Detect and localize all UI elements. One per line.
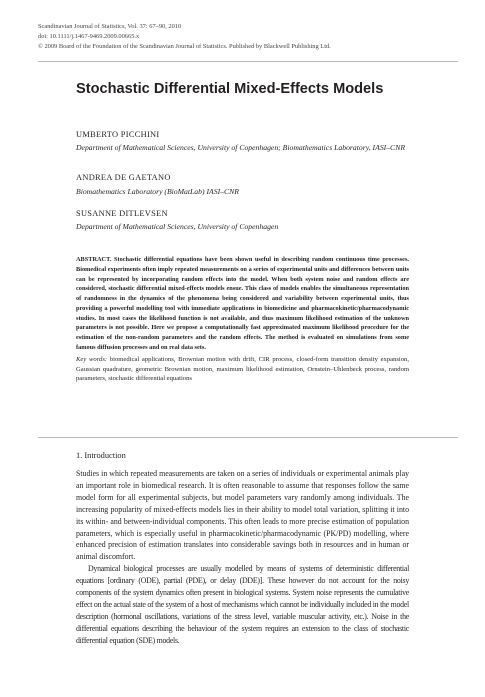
author-affiliation: Department of Mathematical Sciences, University of Copenhagen xyxy=(76,222,279,231)
abstract-text: Stochastic differential equations have been shown useful in describing random continuous time processes. Biomedical experiments often imply repeated measurements on a series of experimental units and differences between units can be represented by incorporating random effects into the model. When both system noise and random effects are considered, stochastic differential mixed-effects models ensue. This class of models enables the simultaneous representation of randomness in the dynamics of the phenomena being considered and variability between experimental units, thus providing a powerful modelling tool with immediate applications in biomedicine and pharmacokinetic/pharmacodynamic studies. In most cases the likelihood function is not available, and thus maximum likelihood estimation of the unknown parameters is not possible. Here we propose a computationally fast approximated maximum likelihood procedure for the estimation of the non-random parameters and the random effects. The method is evaluated on simulations from some famous diffusion processes and on real data sets. xyxy=(76,256,409,351)
abstract xyxy=(76,255,409,353)
keywords xyxy=(76,355,409,384)
section-divider xyxy=(38,437,458,438)
author-name: ANDREA DE GAETANO xyxy=(76,173,171,182)
abstract-label: ABSTRACT. xyxy=(76,256,112,263)
journal-citation: Scandinavian Journal of Statistics, Vol. 37: 67–90, 2010 xyxy=(38,23,182,30)
doi-line: doi: 10.1111/j.1467-9469.2009.00665.x xyxy=(38,33,140,41)
body-text xyxy=(76,468,409,647)
author-name: UMBERTO PICCHINI xyxy=(76,130,160,139)
journal-header xyxy=(38,22,458,53)
body-paragraph: Dynamical biological processes are usually modelled by means of systems of deterministic differential equations [ordinary (ODE), partial (PDE), or delay (DDE)]. These however do not account for the noisy components of the system dynamics often present in biological systems. System noise represents the cumulative effect on the actual state of the system of a host of mechanisms which cannot be individually included in the model description (hormonal oscillations, variations of the stress level, variable muscular activity, etc.). Noise in the differential equations describing the behaviour of the system requires an extension to the class of stochastic differential equation (SDE) models. xyxy=(76,564,409,645)
keywords-text: biomedical applications, Brownian motion with drift, CIR process, closed-form transition density expansion, Gaussian quadrature, geometric Brownian motion, maximum likelihood estimation, Ornstein–Uhlenbeck process, random parameters, stochastic differential equations xyxy=(76,356,410,383)
header-divider xyxy=(38,61,458,62)
copyright-line: © 2009 Board of the Foundation of the Scandinavian Journal of Statistics. Published by Blackwell Publishing Ltd. xyxy=(38,43,331,51)
body-paragraph: Studies in which repeated measurements are taken on a series of individuals or experimental animals play an important role in biomedical research. It is often reasonable to assume that responses follow the same model form for all experimental subjects, but model parameters vary randomly among individuals. The increasing popularity of mixed-effects models lies in their ability to model total variation, splitting it into its within- and between-individual components. This often leads to more precise estimation of population parameters, which is especially useful in pharmacokinetic/pharmacodynamic (PK/PD) modelling, where enhanced precision of estimation translates into considerable savings both in resources and in human or animal discomfort. xyxy=(76,469,409,562)
article-title: Stochastic Differential Mixed-Effects Models xyxy=(76,81,384,97)
keywords-label: Key words: xyxy=(76,356,108,363)
author-affiliation: Department of Mathematical Sciences, University of Copenhagen; Biomathematics Laboratory, IASI–CNR xyxy=(76,143,406,152)
author-name: SUSANNE DITLEVSEN xyxy=(76,209,168,218)
author-affiliation: Biomathematics Laboratory (BioMatLab) IASI–CNR xyxy=(76,187,239,196)
section-heading: 1. Introduction xyxy=(76,451,126,460)
